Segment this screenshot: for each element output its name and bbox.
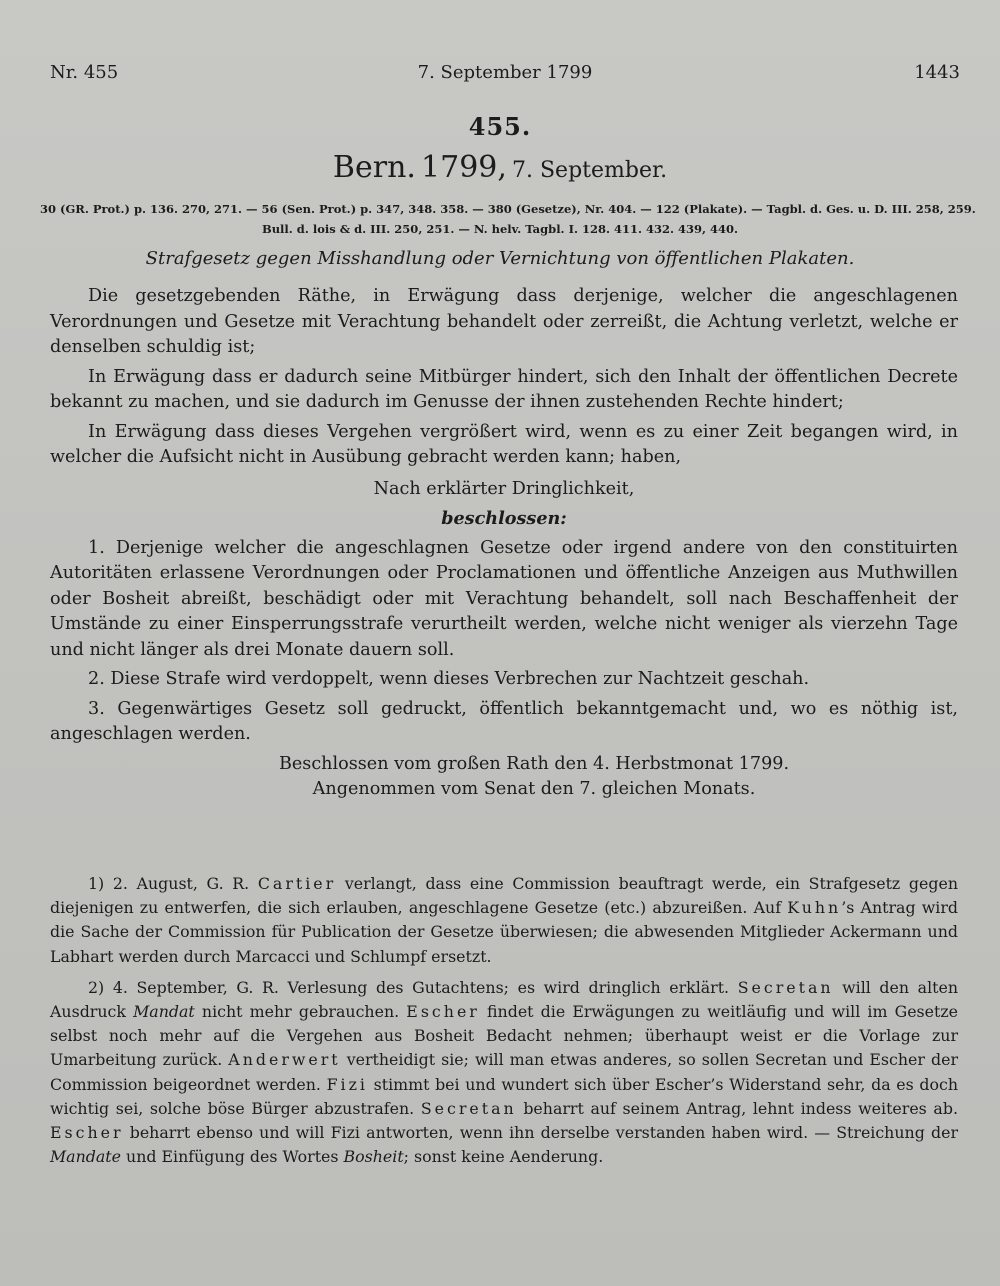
footnote-text: findet die Erwägungen zu weitläufig und will im Gesetze selbst noch mehr auf die Vergehen aus Bosheit Bedacht nehmen; überhaupt weist er die Vorlage zur Umarbeitung zurück. (50, 1002, 959, 1070)
urgency-line: Nach erklärter Dringlichkeit, (373, 478, 635, 499)
speaker-name: Fizi (326, 1074, 368, 1094)
speaker-name: Escher (50, 1123, 124, 1143)
preamble-paragraph-1: Die gesetzgebenden Räthe, in Erwägung dass derjenige, welcher die angeschlagenen Verordnungen und Gesetze mit Verachtung behandelt oder zerreißt, die Achtung verletzt, welche er denselben schuldig ist; (50, 286, 958, 357)
emphasized-term: Mandate (50, 1147, 121, 1167)
footnote-text: beharrt ebenso und will Fizi antworten, wenn ihn derselbe verstanden haben wird. — Streichung der (123, 1123, 958, 1143)
day-month: 7. September. (512, 158, 668, 183)
speaker-name: Cartier (257, 874, 337, 893)
header-page-number: 1443 (914, 62, 960, 83)
speaker-name: Anderwert (228, 1050, 341, 1070)
document-title: Strafgesetz gegen Misshandlung oder Vernichtung von öffentlichen Plakaten. (145, 248, 855, 269)
footnote-2 (50, 976, 958, 1170)
footnote-text: verlangt, dass eine Commission beauftragt werde, ein Strafgesetz gegen diejenigen zu entwerfen, die sich erlauben, angeschlagene Gesetze (etc.) abzureißen. Auf (50, 874, 958, 918)
resolved-line: beschlossen: (441, 508, 567, 529)
law-text (50, 284, 958, 803)
footnote-text: ; sonst keine Aenderung. (403, 1147, 604, 1167)
article-3: 3. Gegenwärtiges Gesetz soll gedruckt, öffentlich bekanntgemacht und, wo es nöthig ist, angeschlagen werden. (50, 698, 958, 744)
running-header (50, 62, 960, 86)
article-1: 1. Derjenige welcher die angeschlagnen Gesetze oder irgend andere von den constituirten Autoritäten erlassene Verordnungen oder Proclamationen und öffentliche Anzeigen aus Muthwillen oder Bosheit abreißt, beschädigt oder mit Verachtung behandelt, soll nach Beschaffenheit der Umstände zu einer Einsperrungsstrafe verurtheilt werden, welche nicht weniger als vierzehn Tage und nicht länger als drei Monate dauern soll. (50, 537, 958, 660)
header-date: 7. September 1799 (417, 62, 593, 83)
year: 1799, (421, 150, 507, 185)
preamble-paragraph-2: In Erwägung dass er dadurch seine Mitbürger hindert, sich den Inhalt der öffentlichen Decrete bekannt zu machen, und sie dadurch im Genusse der ihnen zustehenden Rechte hindert; (50, 366, 958, 412)
speaker-name: Secretan (420, 1098, 517, 1118)
footnote-text: will den alten Ausdruck (50, 977, 958, 1022)
footnote-text: und Einfügung des Wortes (121, 1147, 344, 1167)
signature-senate: Angenommen vom Senat den 7. gleichen Monats. (312, 779, 756, 799)
footnote-text: beharrt auf seinem Antrag, lehnt indess weiteres ab. (516, 1098, 958, 1118)
document-number: 455. (468, 112, 532, 141)
place-name: Bern. (332, 150, 416, 185)
signature-grand-council: Beschlossen vom großen Rath den 4. Herbstmonat 1799. (278, 753, 790, 774)
footnotes (50, 872, 958, 1176)
emphasized-term: Mandat (133, 1002, 195, 1022)
emphasized-term: Bosheit (343, 1147, 404, 1167)
footnote-text: vertheidigt sie; will man etwas anderes, so sollen Secretan und Escher der Commission beigeordnet werden. (50, 1050, 958, 1094)
footnote-text: ’s Antrag wird die Sache der Commission für Publication der Gesetze überwiesen; die abwesenden Mitglieder Ackermann und Labhart werden durch Marcacci und Schlumpf ersetzt. (50, 898, 958, 966)
footnote-text: stimmt bei und wundert sich über Escher’s Widerstand sehr, da es doch wichtig sei, solche böse Bürger abzustrafen. (50, 1074, 958, 1118)
footnote-text: nicht mehr gebrauchen. (194, 1002, 407, 1022)
speaker-name: Secretan (737, 977, 834, 997)
speaker-name: Kuhn (787, 898, 842, 918)
footnote-1 (50, 872, 958, 969)
header-document-number: Nr. 455 (50, 62, 119, 83)
source-references-line-1: 30 (GR. Prot.) p. 136. 270, 271. — 56 (Sen. Prot.) p. 347, 348. 358. — 380 (Gesetze), Nr. 404. — 122 (Plakate). — Tagbl. d. Ges. u. D. III. 258, 259. (40, 202, 976, 216)
source-references-line-2: Bull. d. lois & d. III. 250, 251. — N. helv. Tagbl. I. 128. 411. 432. 439, 440. (261, 222, 739, 236)
speaker-name: Escher (406, 1002, 480, 1022)
footnote-text: 1) 2. August, G. R. (88, 874, 258, 893)
preamble-paragraph-3: In Erwägung dass dieses Vergehen vergrößert wird, wenn es zu einer Zeit begangen wird, in welcher die Aufsicht nicht in Ausübung gebracht werden kann; haben, (50, 421, 958, 467)
footnote-text: 2) 4. September, G. R. Verlesung des Gutachtens; es wird dringlich erklärt. (88, 977, 738, 997)
article-2: 2. Diese Strafe wird verdoppelt, wenn dieses Verbrechen zur Nachtzeit geschah. (88, 669, 810, 689)
place-date-line (0, 150, 1000, 185)
